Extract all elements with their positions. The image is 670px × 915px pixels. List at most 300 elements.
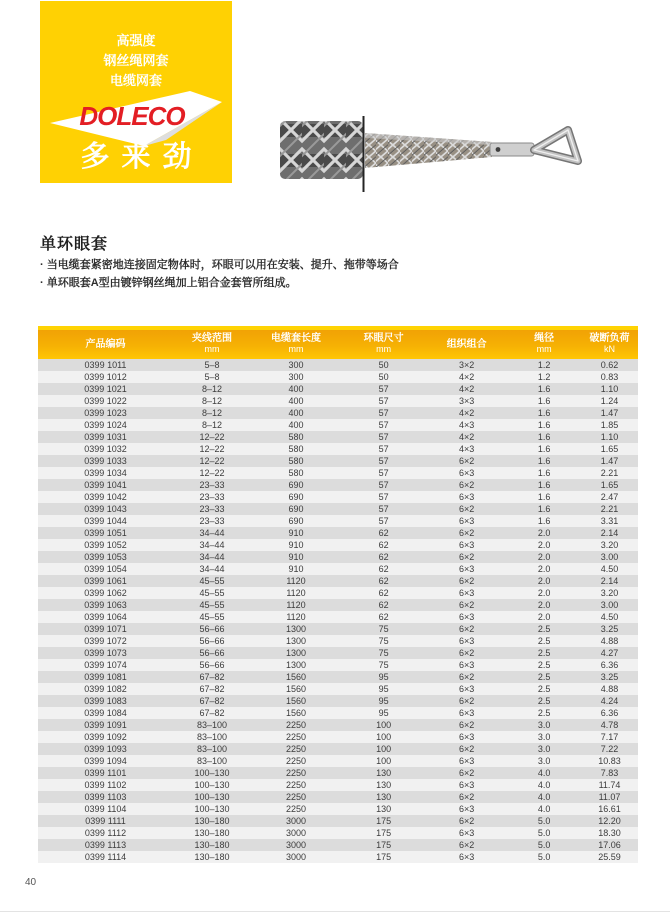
table-cell: 95 bbox=[378, 696, 389, 706]
table-cell: 6×3 bbox=[459, 540, 475, 550]
table-row bbox=[38, 575, 638, 587]
table-cell: 2.5 bbox=[537, 696, 551, 706]
table-cell: 1.6 bbox=[537, 444, 551, 454]
table-row bbox=[38, 647, 638, 659]
table-cell: 4×2 bbox=[459, 408, 475, 418]
table-cell: 3000 bbox=[285, 816, 307, 826]
table-cell: 3.25 bbox=[600, 672, 619, 682]
table-row bbox=[38, 731, 638, 743]
table-cell: 175 bbox=[376, 840, 392, 850]
table-cell: 0399 1072 bbox=[84, 636, 127, 646]
table-cell: 0399 1071 bbox=[84, 624, 127, 634]
table-cell: 56–66 bbox=[199, 636, 225, 646]
table-cell: 3000 bbox=[285, 828, 307, 838]
table-cell: 3.20 bbox=[600, 540, 619, 550]
table-cell: 1560 bbox=[285, 684, 307, 694]
table-cell: 2250 bbox=[285, 792, 307, 802]
table-cell: 10.83 bbox=[598, 756, 621, 766]
table-cell: 6×3 bbox=[459, 852, 475, 862]
table-cell: 4×3 bbox=[459, 420, 475, 430]
table-row bbox=[38, 479, 638, 491]
column-header: 电缆套长度 mm bbox=[251, 328, 341, 359]
table-cell: 6×2 bbox=[459, 696, 475, 706]
table-cell: 6×2 bbox=[459, 576, 475, 586]
table-row bbox=[38, 851, 638, 863]
table-cell: 0399 1091 bbox=[84, 720, 127, 730]
table-cell: 3.0 bbox=[537, 744, 551, 754]
table-cell: 6×3 bbox=[459, 564, 475, 574]
table-cell: 580 bbox=[288, 456, 304, 466]
table-cell: 4×2 bbox=[459, 384, 475, 394]
table-cell: 1560 bbox=[285, 672, 307, 682]
brand-chinese-name: 多来劲 bbox=[80, 141, 204, 173]
table-cell: 6×2 bbox=[459, 672, 475, 682]
table-row bbox=[38, 839, 638, 851]
table-cell: 50 bbox=[378, 360, 389, 370]
table-cell: 11.74 bbox=[598, 780, 621, 790]
table-cell: 690 bbox=[288, 516, 304, 526]
table-cell: 3.25 bbox=[600, 624, 619, 634]
table-cell: 8–12 bbox=[201, 384, 223, 394]
table-cell: 45–55 bbox=[199, 576, 225, 586]
table-cell: 5.0 bbox=[537, 816, 551, 826]
table-row bbox=[38, 563, 638, 575]
table-row bbox=[38, 503, 638, 515]
table-cell: 2250 bbox=[285, 720, 307, 730]
table-cell: 8–12 bbox=[201, 408, 223, 418]
table-cell: 6×2 bbox=[459, 480, 475, 490]
table-cell: 0399 1063 bbox=[84, 600, 127, 610]
table-cell: 34–44 bbox=[199, 564, 225, 574]
table-cell: 3.00 bbox=[600, 600, 619, 610]
table-cell: 83–100 bbox=[196, 744, 228, 754]
table-cell: 1120 bbox=[286, 612, 306, 622]
table-cell: 57 bbox=[378, 504, 389, 514]
table-cell: 0399 1114 bbox=[84, 852, 127, 862]
table-cell: 56–66 bbox=[199, 648, 225, 658]
table-cell: 2.0 bbox=[537, 564, 551, 574]
table-cell: 0399 1011 bbox=[84, 360, 127, 370]
table-cell: 1300 bbox=[285, 636, 307, 646]
table-cell: 1.10 bbox=[600, 432, 619, 442]
table-cell: 1.47 bbox=[600, 408, 619, 418]
table-row bbox=[38, 683, 638, 695]
table-cell: 175 bbox=[376, 828, 392, 838]
table-cell: 2.0 bbox=[537, 588, 551, 598]
table-cell: 67–82 bbox=[199, 672, 225, 682]
spec-table-header-row bbox=[38, 328, 638, 359]
table-row bbox=[38, 671, 638, 683]
table-cell: 12.20 bbox=[598, 816, 621, 826]
table-cell: 2.5 bbox=[537, 708, 551, 718]
cable-grip-photo bbox=[280, 115, 590, 195]
table-cell: 130 bbox=[376, 780, 392, 790]
table-cell: 0399 1103 bbox=[84, 792, 127, 802]
table-cell: 4.0 bbox=[537, 804, 551, 814]
table-cell: 95 bbox=[378, 672, 389, 682]
table-cell: 6×2 bbox=[459, 720, 475, 730]
table-cell: 100–130 bbox=[194, 792, 230, 802]
table-cell: 130 bbox=[376, 792, 392, 802]
table-cell: 100–130 bbox=[194, 768, 230, 778]
table-cell: 2.14 bbox=[600, 528, 619, 538]
table-cell: 0399 1053 bbox=[84, 552, 127, 562]
table-cell: 3×3 bbox=[459, 396, 475, 406]
table-cell: 1.6 bbox=[537, 408, 551, 418]
table-cell: 56–66 bbox=[199, 660, 225, 670]
table-cell: 6×3 bbox=[459, 732, 475, 742]
table-cell: 690 bbox=[288, 492, 304, 502]
table-cell: 4.0 bbox=[537, 768, 551, 778]
table-cell: 62 bbox=[378, 612, 389, 622]
table-cell: 16.61 bbox=[598, 804, 621, 814]
table-cell: 2.21 bbox=[600, 504, 619, 514]
table-cell: 83–100 bbox=[196, 720, 228, 730]
table-cell: 45–55 bbox=[199, 612, 225, 622]
table-row bbox=[38, 767, 638, 779]
table-cell: 0399 1064 bbox=[84, 612, 127, 622]
table-cell: 130 bbox=[376, 768, 392, 778]
column-header: 环眼尺寸 mm bbox=[341, 328, 426, 359]
table-cell: 57 bbox=[378, 516, 389, 526]
table-cell: 83–100 bbox=[196, 732, 228, 742]
table-cell: 580 bbox=[288, 432, 304, 442]
table-cell: 0399 1073 bbox=[84, 648, 127, 658]
table-cell: 2250 bbox=[285, 804, 307, 814]
table-cell: 0399 1104 bbox=[84, 804, 127, 814]
table-cell: 12–22 bbox=[199, 468, 225, 478]
table-row bbox=[38, 695, 638, 707]
table-row bbox=[38, 551, 638, 563]
table-cell: 6×2 bbox=[459, 504, 475, 514]
table-cell: 6×3 bbox=[459, 684, 475, 694]
table-cell: 1300 bbox=[285, 648, 307, 658]
table-cell: 7.22 bbox=[600, 744, 619, 754]
table-cell: 1.6 bbox=[537, 384, 551, 394]
table-cell: 910 bbox=[288, 528, 304, 538]
table-cell: 6×2 bbox=[459, 744, 475, 754]
table-cell: 6×2 bbox=[459, 456, 475, 466]
table-cell: 0399 1092 bbox=[84, 732, 127, 742]
table-cell: 1.6 bbox=[537, 492, 551, 502]
bullet-item: · 当电缆套紧密地连接固定物体时，环眼可以用在安装、提升、拖带等场合 bbox=[40, 259, 399, 271]
table-cell: 0399 1061 bbox=[84, 576, 127, 586]
table-row bbox=[38, 815, 638, 827]
table-row bbox=[38, 827, 638, 839]
table-cell: 6×2 bbox=[459, 648, 475, 658]
table-cell: 0399 1062 bbox=[84, 588, 127, 598]
table-cell: 0399 1084 bbox=[84, 708, 127, 718]
table-cell: 580 bbox=[288, 444, 304, 454]
table-cell: 2250 bbox=[285, 732, 307, 742]
table-cell: 4.50 bbox=[600, 612, 619, 622]
table-cell: 62 bbox=[378, 600, 389, 610]
table-cell: 12–22 bbox=[199, 432, 225, 442]
table-cell: 83–100 bbox=[196, 756, 228, 766]
table-cell: 1560 bbox=[285, 708, 307, 718]
table-cell: 3000 bbox=[285, 852, 307, 862]
table-cell: 300 bbox=[288, 372, 304, 382]
table-cell: 0399 1102 bbox=[84, 780, 127, 790]
table-cell: 95 bbox=[378, 708, 389, 718]
table-cell: 0399 1111 bbox=[85, 816, 126, 826]
brand-tagline-line1: 高强度 bbox=[116, 33, 156, 48]
table-cell: 57 bbox=[378, 492, 389, 502]
table-cell: 57 bbox=[378, 480, 389, 490]
page-bottom-edge bbox=[0, 911, 670, 912]
table-cell: 0399 1031 bbox=[84, 432, 127, 442]
table-row bbox=[38, 659, 638, 671]
table-cell: 1120 bbox=[286, 576, 306, 586]
table-row bbox=[38, 539, 638, 551]
table-cell: 6×3 bbox=[459, 708, 475, 718]
table-row bbox=[38, 455, 638, 467]
table-cell: 3.0 bbox=[537, 732, 551, 742]
table-cell: 1.6 bbox=[537, 516, 551, 526]
table-cell: 6×3 bbox=[459, 804, 475, 814]
table-cell: 4×2 bbox=[459, 372, 475, 382]
brand-tagline bbox=[40, 31, 232, 91]
table-cell: 2.5 bbox=[537, 684, 551, 694]
table-row bbox=[38, 419, 638, 431]
table-cell: 75 bbox=[378, 648, 389, 658]
table-cell: 0399 1081 bbox=[84, 672, 127, 682]
column-header: 绳径 mm bbox=[507, 328, 581, 359]
table-cell: 3.20 bbox=[600, 588, 619, 598]
table-row bbox=[38, 719, 638, 731]
cable-grip-illustration bbox=[280, 115, 590, 195]
table-cell: 0399 1082 bbox=[84, 684, 127, 694]
table-cell: 6×2 bbox=[459, 816, 475, 826]
table-cell: 0.62 bbox=[600, 360, 619, 370]
table-row bbox=[38, 359, 638, 371]
table-row bbox=[38, 431, 638, 443]
table-cell: 57 bbox=[378, 444, 389, 454]
table-cell: 1.6 bbox=[537, 468, 551, 478]
table-cell: 2250 bbox=[285, 780, 307, 790]
table-cell: 3000 bbox=[285, 840, 307, 850]
table-cell: 910 bbox=[288, 564, 304, 574]
table-cell: 6×2 bbox=[459, 624, 475, 634]
table-cell: 1.6 bbox=[537, 432, 551, 442]
column-header: 组织组合 bbox=[426, 328, 507, 359]
table-row bbox=[38, 707, 638, 719]
table-cell: 0399 1012 bbox=[84, 372, 127, 382]
table-cell: 6×3 bbox=[459, 492, 475, 502]
table-cell: 400 bbox=[288, 420, 304, 430]
table-cell: 62 bbox=[378, 588, 389, 598]
column-header: 破断负荷 kN bbox=[581, 328, 638, 359]
table-cell: 400 bbox=[288, 384, 304, 394]
table-cell: 75 bbox=[378, 660, 389, 670]
table-row bbox=[38, 779, 638, 791]
table-cell: 4.78 bbox=[600, 720, 619, 730]
table-cell: 62 bbox=[378, 540, 389, 550]
table-cell: 0399 1054 bbox=[84, 564, 127, 574]
table-cell: 1.6 bbox=[537, 420, 551, 430]
table-cell: 910 bbox=[288, 540, 304, 550]
table-cell: 18.30 bbox=[598, 828, 621, 838]
brand-box bbox=[40, 1, 232, 183]
table-row bbox=[38, 443, 638, 455]
table-row bbox=[38, 803, 638, 815]
table-cell: 6×2 bbox=[459, 840, 475, 850]
table-cell: 1120 bbox=[286, 600, 306, 610]
table-cell: 62 bbox=[378, 576, 389, 586]
table-cell: 910 bbox=[288, 552, 304, 562]
page-number: 40 bbox=[25, 877, 37, 888]
table-cell: 175 bbox=[376, 852, 392, 862]
table-cell: 57 bbox=[378, 384, 389, 394]
table-cell: 6×2 bbox=[459, 552, 475, 562]
table-cell: 0399 1074 bbox=[84, 660, 127, 670]
table-cell: 11.07 bbox=[598, 792, 621, 802]
table-cell: 23–33 bbox=[199, 492, 225, 502]
table-cell: 0.83 bbox=[600, 372, 619, 382]
table-cell: 0399 1034 bbox=[84, 468, 127, 478]
table-cell: 0399 1024 bbox=[84, 420, 127, 430]
table-cell: 6×2 bbox=[459, 792, 475, 802]
table-cell: 2.5 bbox=[537, 672, 551, 682]
table-cell: 100 bbox=[376, 756, 392, 766]
table-cell: 6×3 bbox=[459, 636, 475, 646]
table-cell: 0399 1052 bbox=[84, 540, 127, 550]
table-cell: 4.50 bbox=[600, 564, 619, 574]
table-cell: 8–12 bbox=[201, 396, 223, 406]
table-cell: 0399 1023 bbox=[84, 408, 127, 418]
table-cell: 6×2 bbox=[459, 768, 475, 778]
table-row bbox=[38, 743, 638, 755]
table-cell: 57 bbox=[378, 468, 389, 478]
table-cell: 5.0 bbox=[537, 828, 551, 838]
table-cell: 1.6 bbox=[537, 456, 551, 466]
table-cell: 2250 bbox=[285, 756, 307, 766]
table-cell: 2.0 bbox=[537, 576, 551, 586]
table-cell: 1560 bbox=[285, 696, 307, 706]
section-bullets bbox=[40, 256, 399, 292]
table-cell: 2.21 bbox=[600, 468, 619, 478]
table-row bbox=[38, 599, 638, 611]
table-cell: 6×3 bbox=[459, 660, 475, 670]
table-cell: 23–33 bbox=[199, 516, 225, 526]
section-title: 单环眼套 bbox=[40, 236, 109, 253]
table-cell: 2.5 bbox=[537, 648, 551, 658]
table-cell: 6.36 bbox=[600, 708, 619, 718]
table-cell: 4×2 bbox=[459, 432, 475, 442]
table-cell: 4.0 bbox=[537, 780, 551, 790]
table-cell: 5.0 bbox=[537, 852, 551, 862]
table-cell: 0399 1051 bbox=[84, 528, 127, 538]
table-cell: 4.88 bbox=[600, 636, 619, 646]
table-cell: 4×3 bbox=[459, 444, 475, 454]
table-cell: 100–130 bbox=[194, 780, 230, 790]
table-cell: 130–180 bbox=[194, 852, 230, 862]
column-header: 夹线范围 mm bbox=[173, 328, 251, 359]
table-cell: 1.6 bbox=[537, 480, 551, 490]
doleco-logo-text: DOLECO bbox=[79, 101, 185, 131]
table-cell: 1.2 bbox=[537, 360, 551, 370]
table-row bbox=[38, 383, 638, 395]
table-cell: 6×2 bbox=[459, 528, 475, 538]
table-cell: 4.24 bbox=[600, 696, 619, 706]
table-cell: 3.0 bbox=[537, 720, 551, 730]
table-cell: 67–82 bbox=[199, 696, 225, 706]
table-cell: 1.24 bbox=[600, 396, 619, 406]
table-cell: 2.0 bbox=[537, 540, 551, 550]
table-cell: 580 bbox=[288, 468, 304, 478]
table-cell: 100 bbox=[376, 732, 392, 742]
table-row bbox=[38, 515, 638, 527]
table-cell: 100–130 bbox=[194, 804, 230, 814]
table-row bbox=[38, 467, 638, 479]
table-cell: 0399 1042 bbox=[84, 492, 127, 502]
table-cell: 0399 1083 bbox=[84, 696, 127, 706]
table-cell: 45–55 bbox=[199, 600, 225, 610]
table-cell: 6×3 bbox=[459, 612, 475, 622]
table-cell: 1120 bbox=[286, 588, 306, 598]
table-cell: 67–82 bbox=[199, 684, 225, 694]
table-cell: 23–33 bbox=[199, 480, 225, 490]
table-cell: 5–8 bbox=[204, 360, 220, 370]
table-cell: 0399 1043 bbox=[84, 504, 127, 514]
table-cell: 0399 1113 bbox=[84, 840, 127, 850]
table-cell: 0399 1094 bbox=[84, 756, 127, 766]
table-cell: 7.83 bbox=[600, 768, 619, 778]
table-cell: 2.14 bbox=[600, 576, 619, 586]
table-cell: 0399 1022 bbox=[84, 396, 127, 406]
table-cell: 12–22 bbox=[199, 456, 225, 466]
table-cell: 0399 1041 bbox=[84, 480, 127, 490]
table-cell: 6×3 bbox=[459, 516, 475, 526]
table-cell: 4.0 bbox=[537, 792, 551, 802]
table-cell: 6×3 bbox=[459, 756, 475, 766]
table-cell: 0399 1021 bbox=[84, 384, 127, 394]
table-cell: 300 bbox=[288, 360, 304, 370]
table-row bbox=[38, 527, 638, 539]
table-cell: 1.6 bbox=[537, 504, 551, 514]
table-row bbox=[38, 587, 638, 599]
table-cell: 1.10 bbox=[600, 384, 619, 394]
table-cell: 1.47 bbox=[600, 456, 619, 466]
table-cell: 62 bbox=[378, 552, 389, 562]
table-cell: 6×3 bbox=[459, 780, 475, 790]
table-cell: 130–180 bbox=[194, 816, 230, 826]
table-cell: 2.5 bbox=[537, 624, 551, 634]
table-row bbox=[38, 635, 638, 647]
table-row bbox=[38, 407, 638, 419]
table-cell: 130 bbox=[376, 804, 392, 814]
table-cell: 130–180 bbox=[194, 828, 230, 838]
table-cell: 17.06 bbox=[598, 840, 621, 850]
table-cell: 50 bbox=[378, 372, 389, 382]
table-row bbox=[38, 791, 638, 803]
table-cell: 57 bbox=[378, 396, 389, 406]
table-cell: 62 bbox=[378, 564, 389, 574]
table-cell: 0399 1112 bbox=[84, 828, 127, 838]
table-cell: 67–82 bbox=[199, 708, 225, 718]
table-cell: 5.0 bbox=[537, 840, 551, 850]
table-cell: 400 bbox=[288, 408, 304, 418]
table-cell: 57 bbox=[378, 408, 389, 418]
table-cell: 3.31 bbox=[600, 516, 619, 526]
table-cell: 2250 bbox=[285, 768, 307, 778]
table-cell: 4.88 bbox=[600, 684, 619, 694]
table-cell: 57 bbox=[378, 432, 389, 442]
table-row bbox=[38, 371, 638, 383]
table-cell: 3×2 bbox=[459, 360, 475, 370]
table-cell: 1.85 bbox=[600, 420, 619, 430]
table-row bbox=[38, 491, 638, 503]
